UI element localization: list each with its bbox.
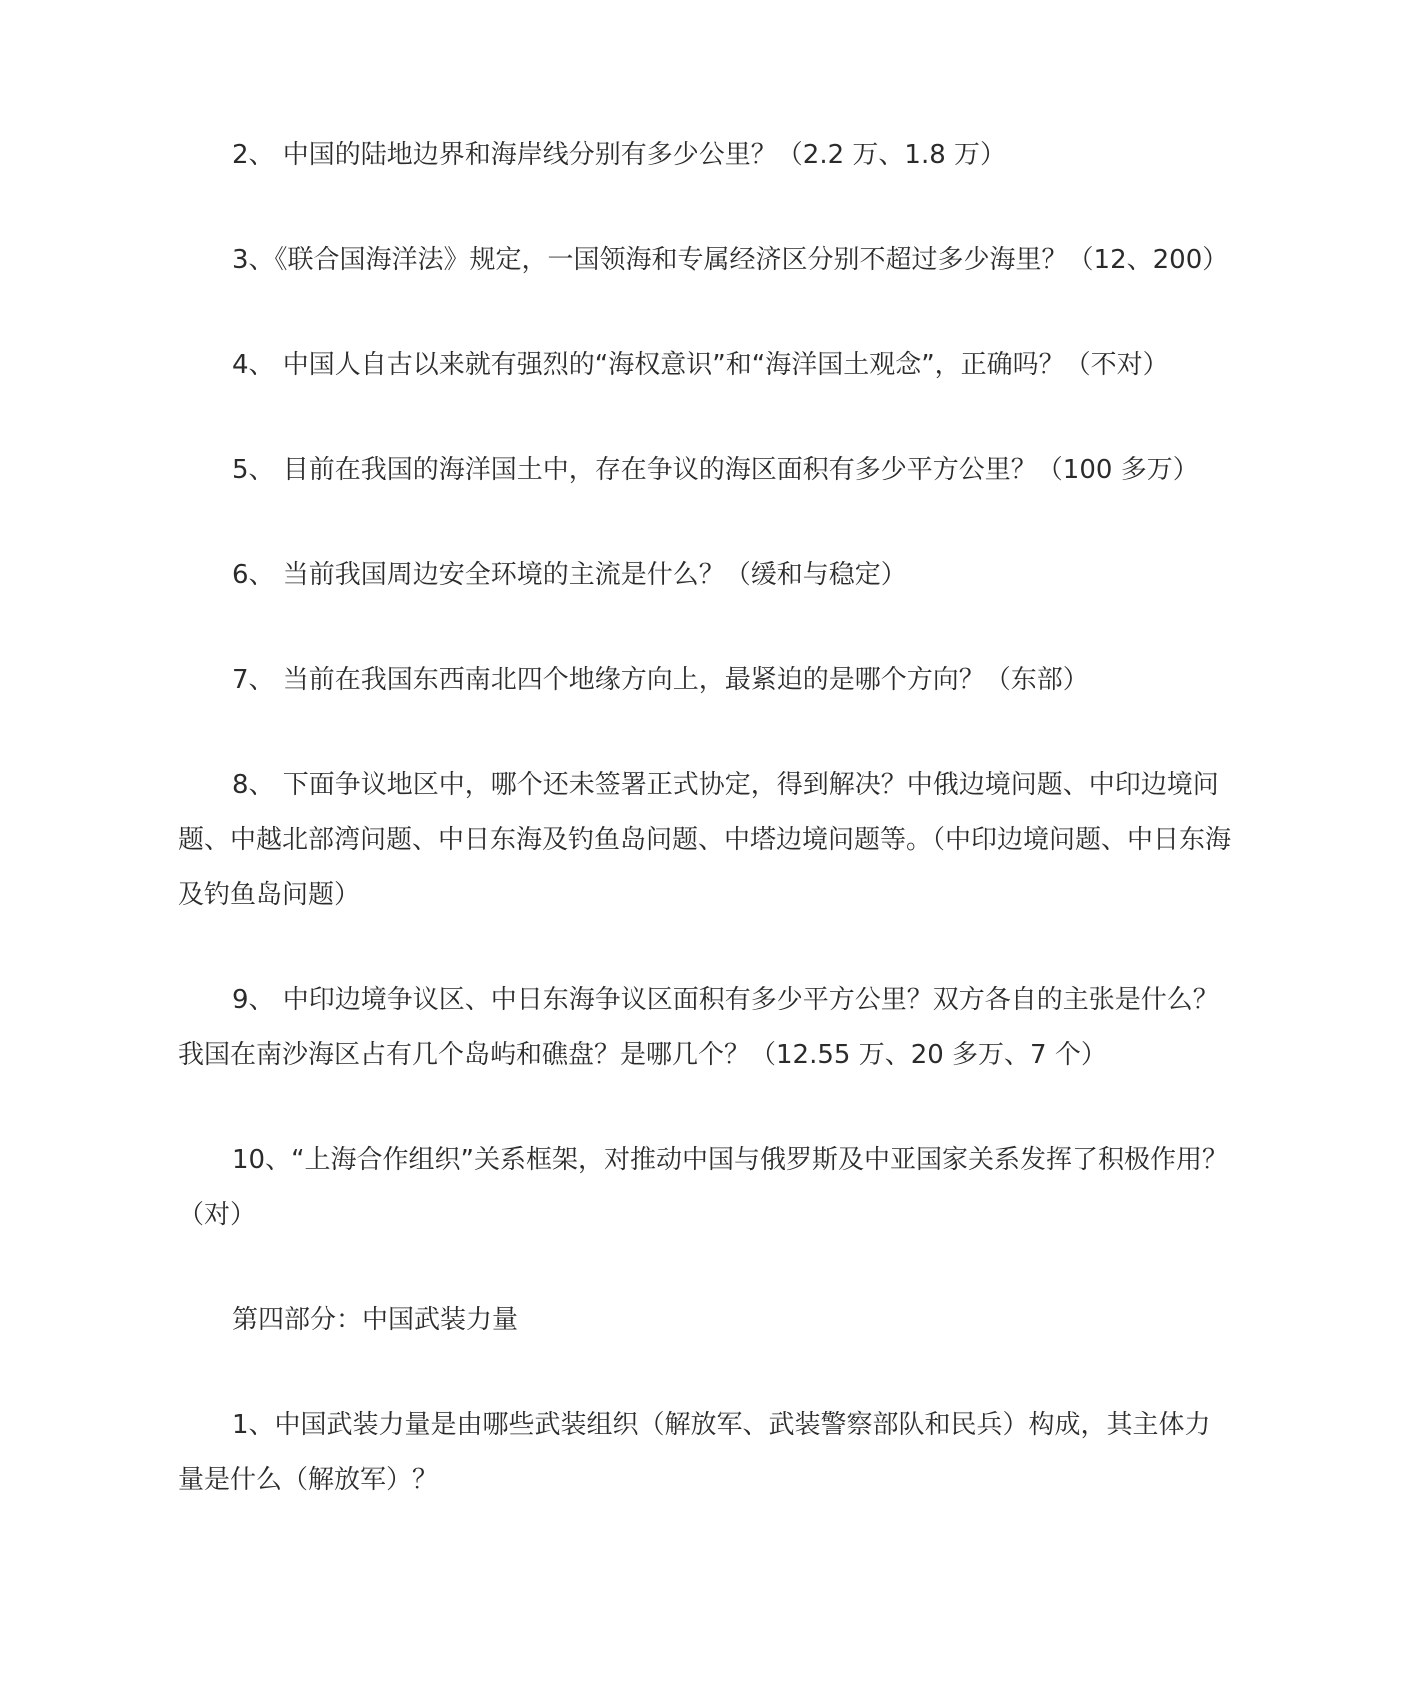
question-10: 10、“上海合作组织”关系框架，对推动中国与俄罗斯及中亚国家关系发挥了积极作用？（对）	[178, 1145, 1229, 1230]
section-heading: 第四部分：中国武装力量	[232, 1305, 519, 1335]
question-5: 5、 目前在我国的海洋国土中，存在争议的海区面积有多少平方公里？（100 多万）	[232, 455, 1199, 485]
part4-question-1: 1、中国武装力量是由哪些武装组织（解放军、武装警察部队和民兵）构成，其主体力量是什么（解放军）？	[178, 1410, 1211, 1495]
question-7: 7、 当前在我国东西南北四个地缘方向上，最紧迫的是哪个方向？（东部）	[232, 665, 1089, 695]
question-2: 2、 中国的陆地边界和海岸线分别有多少公里？（2.2 万、1.8 万）	[232, 140, 1007, 170]
question-4: 4、 中国人自古以来就有强烈的“海权意识”和“海洋国土观念”，正确吗？（不对）	[232, 350, 1169, 380]
question-9: 9、 中印边境争议区、中日东海争议区面积有多少平方公里？双方各自的主张是什么？我国在南沙海区占有几个岛屿和礁盘？是哪几个？（12.55 万、20 多万、7 个）	[178, 985, 1219, 1070]
document-body	[178, 128, 1236, 1508]
question-3: 3、《联合国海洋法》规定，一国领海和专属经济区分别不超过多少海里？（12、200）	[232, 245, 1229, 275]
question-8: 8、 下面争议地区中，哪个还未签署正式协定，得到解决？中俄边境问题、中印边境问题、中越北部湾问题、中日东海及钓鱼岛问题、中塔边境问题等。（中印边境问题、中日东海及钓鱼岛问题）	[178, 770, 1232, 910]
question-6: 6、 当前我国周边安全环境的主流是什么？（缓和与稳定）	[232, 560, 907, 590]
